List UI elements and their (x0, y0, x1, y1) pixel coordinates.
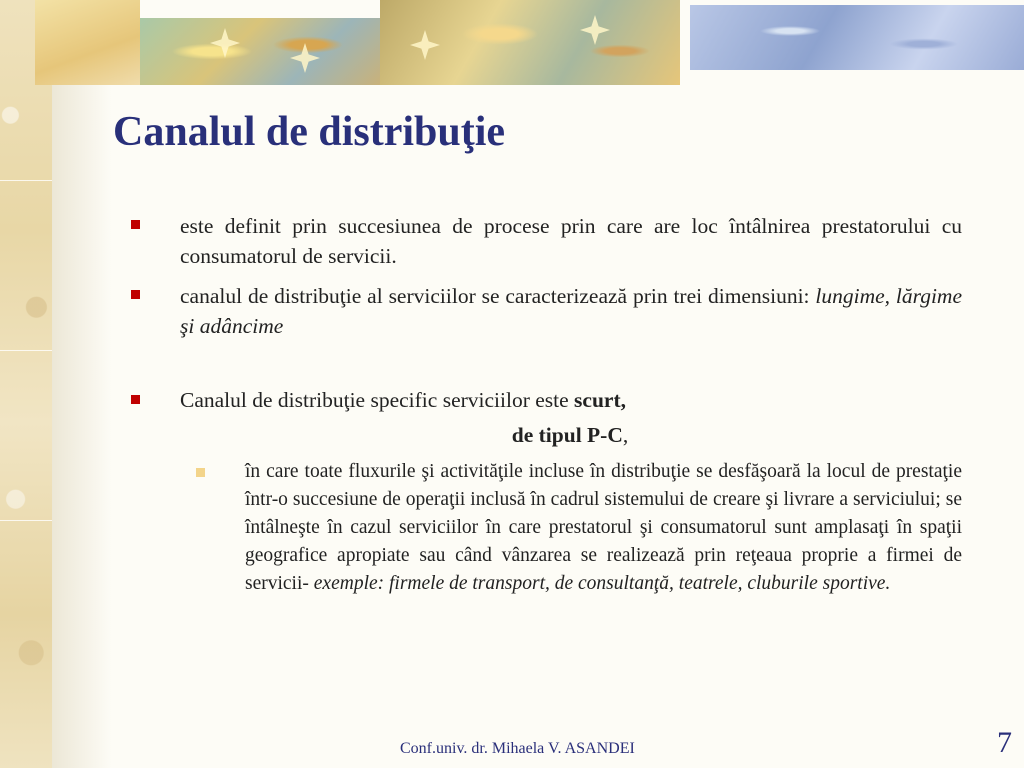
bullet-marker (131, 220, 140, 229)
banner-tile (690, 5, 1024, 70)
strip-divider (0, 350, 52, 351)
leaf-shape (580, 15, 610, 45)
banner-tile (380, 0, 680, 85)
bullet-text-1: este definit prin succesiunea de procese prin care are loc întâlnirea prestatorului cu consumatorul de servicii. (180, 214, 962, 268)
bullet-marker (131, 290, 140, 299)
left-decorative-strip (0, 0, 52, 768)
bullet-text-2: canalul de distribuţie al serviciilor se caracterizează prin trei dimensiuni: lungime, lărgime şi adâncime (180, 284, 962, 338)
top-decorative-banner (35, 0, 1024, 85)
bullet-text-3: Canalul de distribuţie specific serviciilor este scurt, (180, 388, 626, 412)
banner-tile (35, 0, 140, 85)
footer-author: Conf.univ. dr. Mihaela V. ASANDEI (400, 740, 635, 757)
leaf-shape (410, 30, 440, 60)
banner-tile (140, 18, 380, 85)
leaf-shape (210, 28, 240, 58)
page-number: 7 (997, 726, 1012, 759)
sub-bullet-text: în care toate fluxurile şi activităţile incluse în distribuţie se desfăşoară la locul de prestaţie într-o succesiune de operaţii inclusă în cadrul sistemului de creare şi livrare a serviciului; se întâlneşte în cazul serviciilor în care prestatorul şi consumatorul sunt amplasaţi în spaţii geografice apropiate sau când vânzarea se realizează prin reţeaua proprie a firmei de servicii- exemple: firmele de transport, de consultanţă, teatrele, cluburile sportive. (245, 461, 962, 594)
leaf-shape (290, 43, 320, 73)
strip-divider (0, 180, 52, 181)
sub-bullet-marker (196, 468, 205, 477)
strip-divider (0, 520, 52, 521)
strip-shadow (52, 0, 112, 768)
centered-line: de tipul P-C, (511, 423, 629, 447)
slide-title: Canalul de distribuţie (113, 109, 506, 155)
bullet-marker (131, 395, 140, 404)
